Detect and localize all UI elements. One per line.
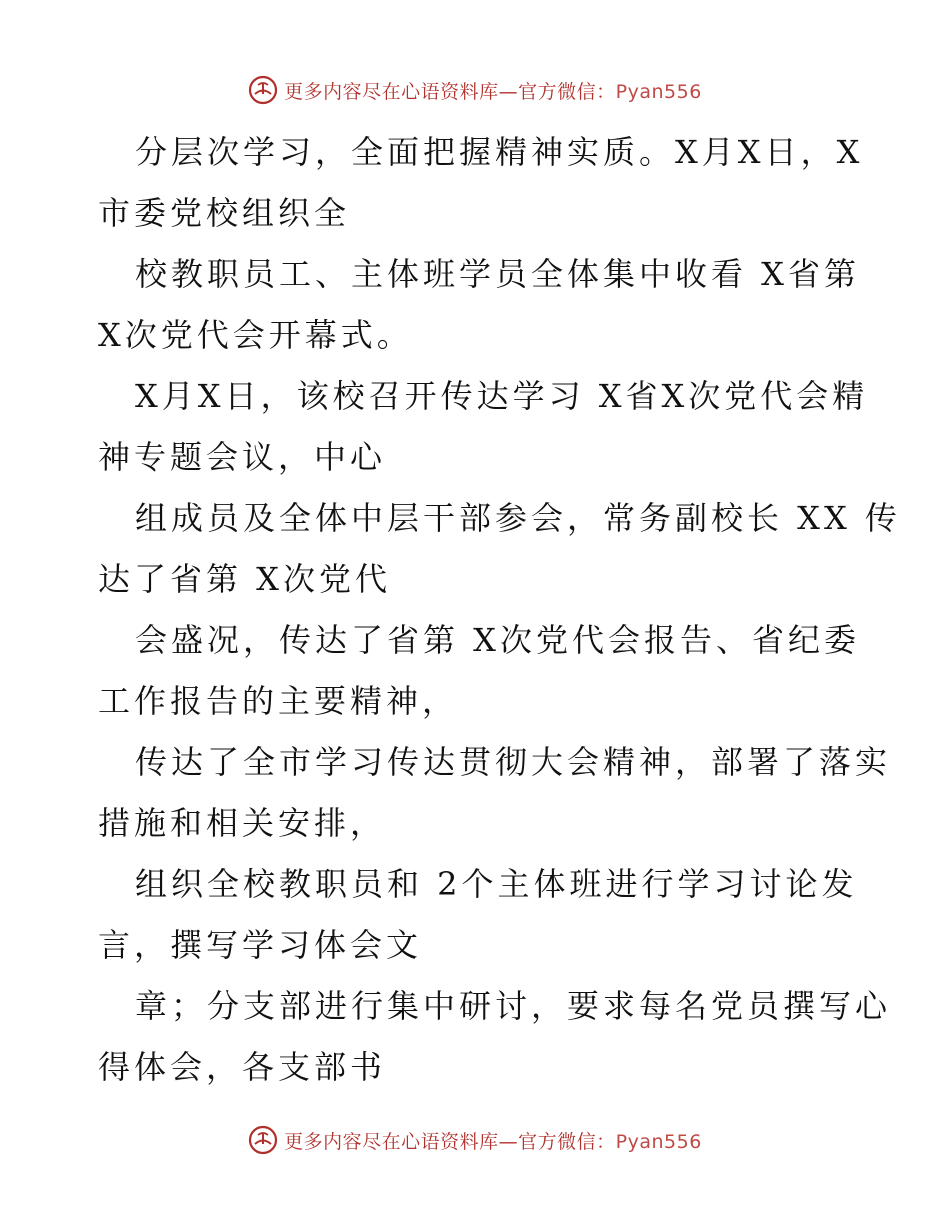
text-line: 神专题会议，中心 (98, 438, 387, 476)
text-line: 分层次学习，全面把握精神实质。X月X日，X (135, 133, 864, 171)
text-line: 工作报告的主要精神， (98, 682, 459, 720)
watermark-text: 更多内容尽在心语资料库—官方微信：Pyan556 (284, 1130, 702, 1153)
text-line: 组织全校教职员和 2个主体班进行学习讨论发 (135, 865, 858, 903)
text-line: 组成员及全体中层干部参会，常务副校长 XX 传 (135, 499, 901, 537)
text-line: 达了省第 X次党代 (98, 560, 391, 598)
text-line: 章；分支部进行集中研讨，要求每名党员撰写心 (135, 987, 892, 1025)
header-watermark (0, 73, 950, 107)
book-logo-icon (248, 1125, 278, 1155)
footer-watermark (0, 1123, 950, 1157)
document-body (98, 122, 901, 1098)
text-line: 传达了全市学习传达贯彻大会精神，部署了落实 (135, 743, 892, 781)
text-line: X次党代会开幕式。 (98, 316, 413, 354)
book-logo-icon (248, 75, 278, 105)
text-line: 措施和相关安排， (98, 804, 387, 842)
text-line: 会盛况，传达了省第 X次党代会报告、省纪委 (135, 621, 860, 659)
text-line: 校教职员工、主体班学员全体集中收看 X省第 (135, 255, 860, 293)
text-line: X月X日，该校召开传达学习 X省X次党代会精 (135, 377, 869, 415)
text-line: 言，撰写学习体会文 (98, 926, 423, 964)
text-line: 得体会，各支部书 (98, 1048, 387, 1086)
text-line: 市委党校组织全 (98, 194, 351, 232)
watermark-text: 更多内容尽在心语资料库—官方微信：Pyan556 (284, 80, 702, 103)
